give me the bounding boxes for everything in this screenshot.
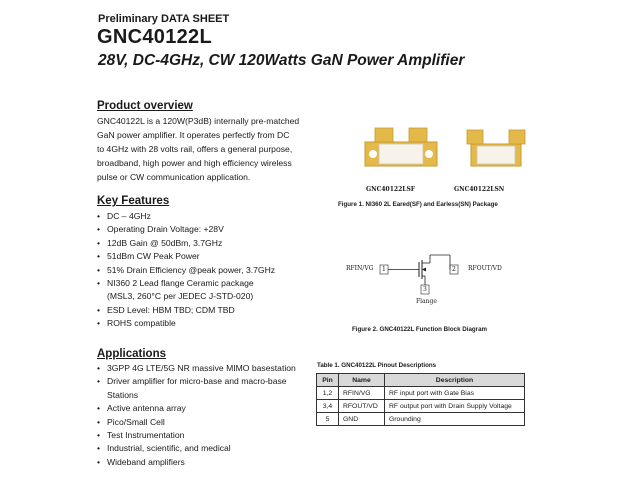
feature-item-text: (MSL3, 260°C per JEDEC J-STD-020) bbox=[107, 291, 254, 302]
flange-label: Flange bbox=[416, 298, 437, 305]
feature-item: • 12dB Gain @ 50dBm, 3.7GHz bbox=[97, 237, 275, 250]
features-list bbox=[97, 210, 275, 331]
figure1-caption: Figure 1. NI360 2L Eared(SF) and Earless(SN) Package bbox=[338, 201, 498, 208]
datasheet-label: Preliminary DATA SHEET bbox=[98, 13, 230, 25]
cell-pin: 1,2 bbox=[317, 387, 339, 400]
cell-description: Grounding bbox=[385, 413, 525, 426]
rfin-label: RFIN/VG bbox=[346, 265, 374, 272]
table-header-row bbox=[317, 374, 525, 387]
application-item: • Wideband amplifiers bbox=[97, 456, 296, 469]
cell-name: RFOUT/VD bbox=[339, 400, 385, 413]
feature-item: • ESD Level: HBM TBD; CDM TBD bbox=[97, 304, 275, 317]
applications-heading: Applications bbox=[97, 348, 167, 360]
overview-heading: Product overview bbox=[97, 100, 193, 112]
application-item: • Driver amplifier for micro-base and macro-base bbox=[97, 375, 296, 388]
overview-line: pulse or CW communication application. bbox=[97, 172, 251, 182]
package-eared-image bbox=[365, 128, 437, 166]
table-row bbox=[317, 387, 525, 400]
package-earless-image bbox=[467, 130, 525, 166]
cell-description: RF input port with Gate Bias bbox=[385, 387, 525, 400]
cell-pin: 3,4 bbox=[317, 400, 339, 413]
pinout-table-title: Table 1. GNC40122L Pinout Descriptions bbox=[317, 362, 437, 369]
package-earless-label: GNC40122LSN bbox=[454, 186, 505, 193]
pin2-number: 2 bbox=[452, 266, 456, 273]
product-subtitle: 28V, DC-4GHz, CW 120Watts GaN Power Amplifier bbox=[98, 52, 465, 69]
applications-list bbox=[97, 362, 296, 469]
pin1-number: 1 bbox=[382, 266, 386, 273]
table-row bbox=[317, 400, 525, 413]
cell-description: RF output port with Drain Supply Voltage bbox=[385, 400, 525, 413]
feature-item: • ROHS compatible bbox=[97, 317, 275, 330]
pin3-number: 3 bbox=[423, 286, 427, 293]
application-item-continued bbox=[97, 389, 296, 402]
feature-item: • Operating Drain Voltage: +28V bbox=[97, 223, 275, 236]
application-item: • Active antenna array bbox=[97, 402, 296, 415]
application-item-text: Stations bbox=[107, 389, 139, 400]
overview-line: GNC40122L is a 120W(P3dB) internally pre-matched bbox=[97, 116, 300, 126]
column-header-pin: Pin bbox=[317, 374, 339, 387]
cell-name: RFIN/VG bbox=[339, 387, 385, 400]
pinout-table bbox=[316, 373, 525, 426]
column-header-description: Description bbox=[385, 374, 525, 387]
application-item: • Test Instrumentation bbox=[97, 429, 296, 442]
cell-pin: 5 bbox=[317, 413, 339, 426]
feature-item: • 51dBm CW Peak Power bbox=[97, 250, 275, 263]
figure2-caption: Figure 2. GNC40122L Function Block Diagram bbox=[352, 326, 488, 333]
features-heading: Key Features bbox=[97, 195, 170, 207]
package-eared-label: GNC40122LSF bbox=[366, 186, 416, 193]
feature-item: • DC – 4GHz bbox=[97, 210, 275, 223]
table-row bbox=[317, 413, 525, 426]
application-item: • Industrial, scientific, and medical bbox=[97, 442, 296, 455]
feature-item-continued bbox=[97, 290, 275, 303]
application-item: • 3GPP 4G LTE/5G NR massive MIMO basestation bbox=[97, 362, 296, 375]
package-images bbox=[355, 118, 535, 188]
rfout-label: RFOUT/VD bbox=[468, 265, 502, 272]
application-item: • Pico/Small Cell bbox=[97, 416, 296, 429]
cell-name: GND bbox=[339, 413, 385, 426]
feature-item: • NI360 2 Lead flange Ceramic package bbox=[97, 277, 275, 290]
feature-item: • 51% Drain Efficiency @peak power, 3.7GHz bbox=[97, 264, 275, 277]
overview-line: to 4GHz with 28 volts rail, offers a general purpose, bbox=[97, 144, 293, 154]
column-header-name: Name bbox=[339, 374, 385, 387]
overview-line: broadband, high power and high efficiency wireless bbox=[97, 158, 292, 168]
part-number: GNC40122L bbox=[97, 26, 212, 48]
overview-text bbox=[97, 114, 312, 184]
overview-line: GaN power amplifier. It operates perfectly from DC bbox=[97, 130, 290, 140]
